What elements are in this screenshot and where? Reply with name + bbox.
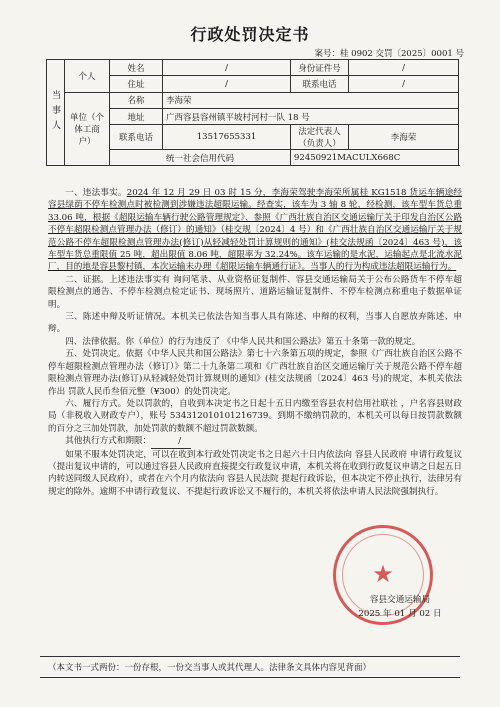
footer-divider-bottom xyxy=(40,677,460,678)
other-execution-blank: / xyxy=(151,435,191,448)
phone-value: / xyxy=(349,76,459,92)
unit-address-value: 广西容县容州镇平坡村河村一队 18 号 xyxy=(163,108,459,124)
unit-phone-value: 13517655331 xyxy=(163,125,291,150)
individual-label: 个人 xyxy=(65,60,110,93)
name-label: 姓名 xyxy=(110,60,163,76)
section-hearing: 三、陈述申辩及听证情况。本机关已依法告知当事人具有陈述、申辩的权利，当事人自愿放弃陈述、申辩。 xyxy=(48,312,462,335)
unit-name-label: 名称 xyxy=(110,92,163,108)
other-execution-label: 其他执行方式和期限： xyxy=(65,436,152,447)
address-value: / xyxy=(163,76,291,92)
legal-rep-label: 法定代表人（负责人） xyxy=(291,125,349,150)
unit-phone-label: 联系电话 xyxy=(110,125,163,150)
unit-name-value: 李海荣 xyxy=(163,92,459,108)
case-number: 案号：桂 0902 交罚〔2025〕0001 号 xyxy=(314,49,464,59)
document-title: 行政处罚决定书 xyxy=(190,25,310,44)
phone-label: 联系电话 xyxy=(291,76,349,92)
section-other-execution xyxy=(48,435,462,448)
section-payment: 六、履行方式。处以罚款的，自收到本决定书之日起十五日内缴至容县农村信用社联社 ，户名容县财政局（非税收入财政专户），账号 534312010101216739。到期不缴纳罚款的，本机关可以每日按罚款数额的百分之三加处罚款，加处罚款的数额不超过罚款数额。 xyxy=(48,398,462,434)
issue-date: 2025 年 01 月 02 日 xyxy=(358,609,442,619)
section-appeal: 如果不服本处罚决定，可以在收到本行政处罚决定书之日起六十日内依法向 容县人民政府 申请行政复议（提出复议申请的，可以通过容县人民政府直接提交行政复议申请，本机关将在收到行政复议申请之日起五日内转送同级人民政府），或者在六个月内依法向 容县人民法院 提起行政诉讼，但本决定不停止执行，法律另有规定的除外。逾期不申请行政复议、不提起行政诉讼又不履行的，本机关将依法申请人民法院强制执行。 xyxy=(48,449,462,497)
decision-body xyxy=(48,187,462,498)
issuing-organization: 容县交通运输局 xyxy=(369,595,431,605)
name-value: / xyxy=(163,60,291,76)
unit-label: 单位（个体工商户） xyxy=(65,92,110,166)
party-section-label: 当事人 xyxy=(47,60,65,166)
seal-star-icon: ★ xyxy=(372,560,394,588)
footer-divider-top xyxy=(40,656,460,657)
unit-address-label: 地址 xyxy=(110,108,163,124)
violation-text: 2024 年 12 月 29 日 03 时 15 分，李海荣驾驶李海荣所属桂 KG1518 货运车辆途经容县绿荫不停车检测点时被检测到涉嫌违法超限运输。经查实，该车为 3 轴 8 轮，经检测，该车型车货总重 33.06 吨，根据《超限运输车辆行驶公路管理规定》、参照《广西壮族自治区交通运输厅关于印发自治区公路不停车超限检测点管理办法（修订）的通知》（桂交规〔2024〕4 号）和《广西壮族自治区交通运输厅关于规范公路不停车超限检测点管理办法(修订)从轻减轻处罚计算规则的通知》(桂交法规函〔2024〕463 号)，该车型车货总重限值 25 吨，超出限值 8.06 吨，超限率为 32.24%。该车运输的是水泥，运输起点是北流水泥厂，目的地是容县黎村镇，本次运输未办理《超限运输车辆通行证》。当事人的行为构成违法超限运输行为。 xyxy=(48,188,462,273)
section-evidence: 二、证据。上述违法事实有 询问笔录、从业资格证复制件、容县交通运输局关于公布公路货车不停车超限检测点的通告、不停车检测点检定证书、现场照片、道路运输证复制件、不停车检测点称重电子数据单证明。 xyxy=(48,274,462,310)
credit-code-value: 92450921MACULX668C xyxy=(291,150,459,166)
address-label: 住址 xyxy=(110,76,163,92)
section-decision: 五、处罚决定。依据《中华人民共和国公路法》第七十六条第五项的规定，参照《广西壮族自治区公路不停车超限检测点管理办法（修订）》第二十九条第二项和《广西壮族自治区交通运输厅关于规范公路不停车超限检测点管理办法(修订)从轻减轻处罚计算规则的通知》(桂交法规函〔2024〕463 号)的规定，本机关依法作出 罚款人民币叁佰元整（¥300）的处罚决定。 xyxy=(48,349,462,397)
id-label: 身份证件号 xyxy=(291,60,349,76)
section-violation-facts xyxy=(48,187,462,274)
credit-code-label: 统一社会信用代码 xyxy=(110,150,291,166)
id-value: / xyxy=(349,60,459,76)
footer-note: （本文书一式两份：一份存根，一份交当事人或其代理人。法律条文具体内容见背面） xyxy=(48,663,372,673)
legal-rep-value: 李海荣 xyxy=(349,125,459,150)
party-info-table xyxy=(46,59,459,166)
violation-lead: 一、违法事实。 xyxy=(65,188,127,198)
section-legal-basis: 四、法律依据。你（单位）的行为违反了 《中华人民共和国公路法》第五十条第一款的规定。 xyxy=(65,336,421,347)
